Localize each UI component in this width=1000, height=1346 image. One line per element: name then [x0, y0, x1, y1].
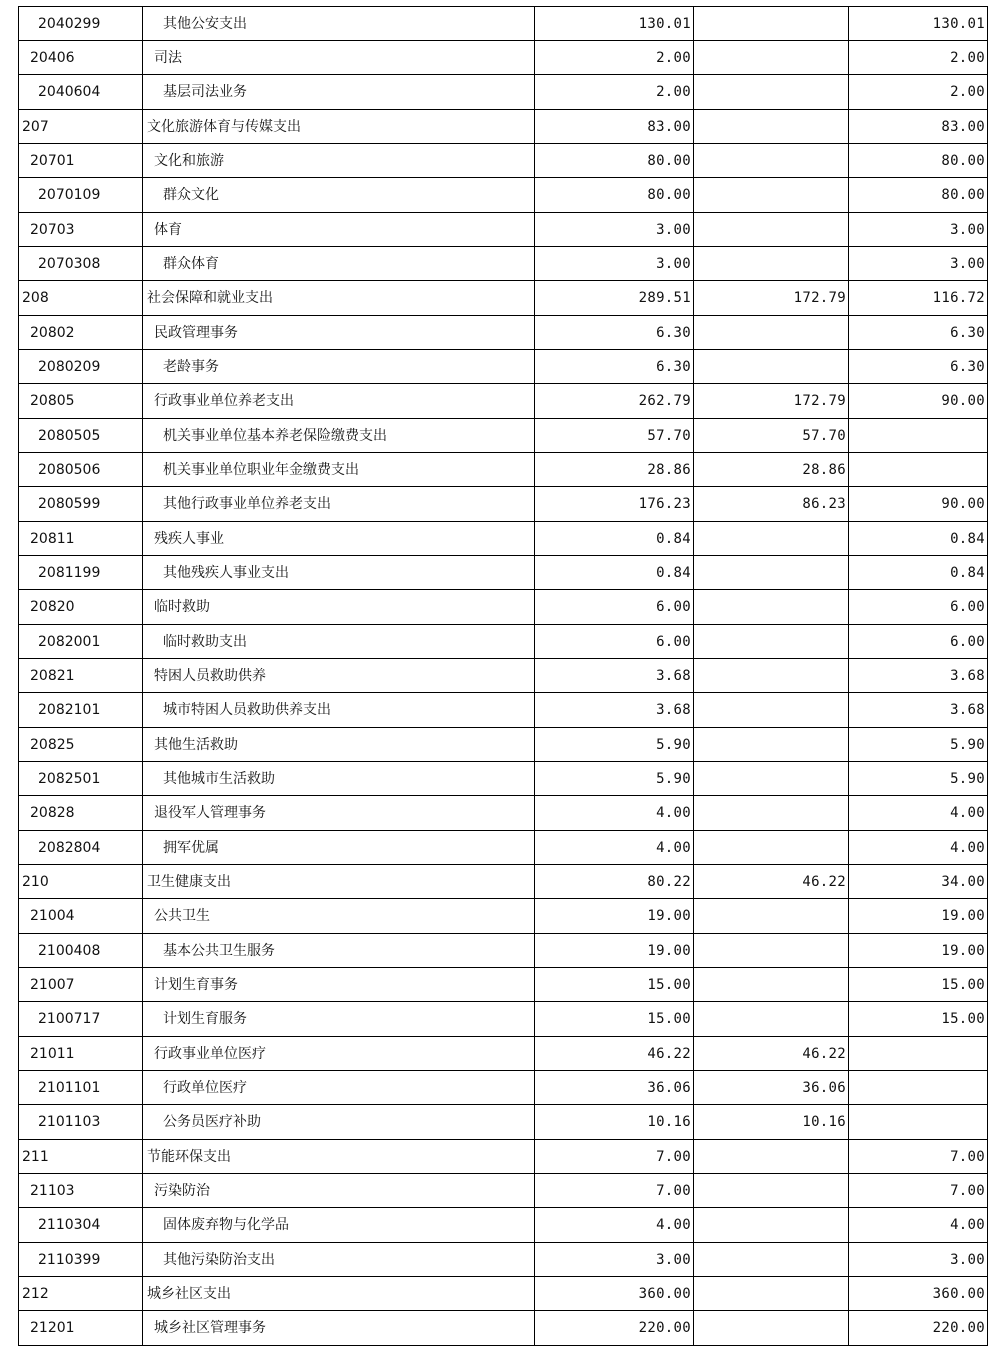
basic-expenditure-cell: 36.06 [694, 1071, 849, 1105]
total-amount-cell: 0.84 [535, 556, 694, 590]
project-expenditure-cell [849, 1037, 988, 1071]
basic-expenditure-cell [694, 968, 849, 1002]
table-row [19, 7, 988, 41]
total-amount-cell: 220.00 [535, 1311, 694, 1346]
basic-expenditure-cell [694, 1174, 849, 1208]
table-row [19, 487, 988, 522]
project-expenditure-cell: 3.00 [849, 247, 988, 281]
project-expenditure-cell: 3.68 [849, 659, 988, 693]
project-expenditure-cell: 80.00 [849, 144, 988, 178]
account-code-cell: 2110304 [19, 1208, 143, 1243]
project-expenditure-cell: 3.00 [849, 213, 988, 247]
account-name-cell: 司法 [143, 41, 535, 75]
account-code-cell: 2040299 [19, 7, 143, 41]
table-row [19, 1105, 988, 1140]
account-code-cell: 2082804 [19, 831, 143, 865]
account-code-cell: 2110399 [19, 1243, 143, 1277]
account-code-cell: 2081199 [19, 556, 143, 590]
project-expenditure-cell: 4.00 [849, 1208, 988, 1243]
project-expenditure-cell: 34.00 [849, 865, 988, 899]
table-row [19, 75, 988, 110]
account-name-cell: 机关事业单位职业年金缴费支出 [143, 453, 535, 487]
project-expenditure-cell [849, 419, 988, 453]
total-amount-cell: 5.90 [535, 728, 694, 762]
basic-expenditure-cell [694, 1208, 849, 1243]
total-amount-cell: 3.68 [535, 659, 694, 693]
project-expenditure-cell: 116.72 [849, 281, 988, 316]
project-expenditure-cell: 6.30 [849, 316, 988, 350]
total-amount-cell: 289.51 [535, 281, 694, 316]
account-name-cell: 行政单位医疗 [143, 1071, 535, 1105]
project-expenditure-cell: 5.90 [849, 762, 988, 796]
table-row [19, 247, 988, 281]
account-code-cell: 2080505 [19, 419, 143, 453]
table-row [19, 316, 988, 350]
table-row [19, 1208, 988, 1243]
basic-expenditure-cell: 172.79 [694, 281, 849, 316]
account-name-cell: 城市特困人员救助供养支出 [143, 693, 535, 728]
total-amount-cell: 3.00 [535, 213, 694, 247]
account-name-cell: 特困人员救助供养 [143, 659, 535, 693]
table-row [19, 625, 988, 659]
total-amount-cell: 57.70 [535, 419, 694, 453]
account-code-cell: 20406 [19, 41, 143, 75]
project-expenditure-cell: 90.00 [849, 487, 988, 522]
account-code-cell: 21103 [19, 1174, 143, 1208]
account-code-cell: 2100408 [19, 934, 143, 968]
total-amount-cell: 3.00 [535, 247, 694, 281]
project-expenditure-cell: 4.00 [849, 796, 988, 831]
project-expenditure-cell: 6.00 [849, 590, 988, 625]
account-code-cell: 21004 [19, 899, 143, 934]
total-amount-cell: 6.00 [535, 590, 694, 625]
account-code-cell: 2082001 [19, 625, 143, 659]
basic-expenditure-cell [694, 247, 849, 281]
total-amount-cell: 7.00 [535, 1174, 694, 1208]
account-name-cell: 其他行政事业单位养老支出 [143, 487, 535, 522]
basic-expenditure-cell [694, 728, 849, 762]
basic-expenditure-cell: 86.23 [694, 487, 849, 522]
total-amount-cell: 36.06 [535, 1071, 694, 1105]
account-name-cell: 退役军人管理事务 [143, 796, 535, 831]
table-row [19, 384, 988, 419]
account-code-cell: 2100717 [19, 1002, 143, 1037]
table-row [19, 453, 988, 487]
total-amount-cell: 28.86 [535, 453, 694, 487]
project-expenditure-cell: 83.00 [849, 110, 988, 144]
account-code-cell: 21007 [19, 968, 143, 1002]
total-amount-cell: 15.00 [535, 1002, 694, 1037]
total-amount-cell: 4.00 [535, 831, 694, 865]
table-row [19, 41, 988, 75]
account-name-cell: 城乡社区管理事务 [143, 1311, 535, 1346]
account-name-cell: 其他残疾人事业支出 [143, 556, 535, 590]
project-expenditure-cell: 0.84 [849, 556, 988, 590]
project-expenditure-cell: 2.00 [849, 41, 988, 75]
project-expenditure-cell: 2.00 [849, 75, 988, 110]
total-amount-cell: 4.00 [535, 796, 694, 831]
account-name-cell: 群众文化 [143, 178, 535, 213]
account-name-cell: 文化旅游体育与传媒支出 [143, 110, 535, 144]
table-row [19, 1277, 988, 1311]
account-name-cell: 文化和旅游 [143, 144, 535, 178]
total-amount-cell: 19.00 [535, 934, 694, 968]
total-amount-cell: 46.22 [535, 1037, 694, 1071]
account-code-cell: 2101103 [19, 1105, 143, 1140]
table-row [19, 350, 988, 384]
basic-expenditure-cell [694, 693, 849, 728]
total-amount-cell: 3.00 [535, 1243, 694, 1277]
total-amount-cell: 19.00 [535, 899, 694, 934]
account-code-cell: 2040604 [19, 75, 143, 110]
basic-expenditure-cell [694, 522, 849, 556]
account-name-cell: 计划生育事务 [143, 968, 535, 1002]
table-row [19, 865, 988, 899]
basic-expenditure-cell [694, 178, 849, 213]
account-code-cell: 207 [19, 110, 143, 144]
account-name-cell: 计划生育服务 [143, 1002, 535, 1037]
basic-expenditure-cell [694, 556, 849, 590]
total-amount-cell: 360.00 [535, 1277, 694, 1311]
basic-expenditure-cell: 46.22 [694, 1037, 849, 1071]
account-code-cell: 212 [19, 1277, 143, 1311]
basic-expenditure-cell [694, 1140, 849, 1174]
table-row [19, 1140, 988, 1174]
account-name-cell: 行政事业单位养老支出 [143, 384, 535, 419]
basic-expenditure-cell [694, 659, 849, 693]
basic-expenditure-cell [694, 213, 849, 247]
table-row [19, 796, 988, 831]
account-name-cell: 行政事业单位医疗 [143, 1037, 535, 1071]
table-row [19, 728, 988, 762]
table-row [19, 1071, 988, 1105]
project-expenditure-cell: 80.00 [849, 178, 988, 213]
account-code-cell: 20825 [19, 728, 143, 762]
account-name-cell: 临时救助 [143, 590, 535, 625]
account-name-cell: 社会保障和就业支出 [143, 281, 535, 316]
account-name-cell: 基层司法业务 [143, 75, 535, 110]
total-amount-cell: 5.90 [535, 762, 694, 796]
basic-expenditure-cell: 10.16 [694, 1105, 849, 1140]
basic-expenditure-cell [694, 41, 849, 75]
project-expenditure-cell: 4.00 [849, 831, 988, 865]
basic-expenditure-cell [694, 7, 849, 41]
basic-expenditure-cell [694, 934, 849, 968]
account-name-cell: 老龄事务 [143, 350, 535, 384]
table-row [19, 1243, 988, 1277]
account-name-cell: 污染防治 [143, 1174, 535, 1208]
account-code-cell: 2080506 [19, 453, 143, 487]
account-code-cell: 20703 [19, 213, 143, 247]
basic-expenditure-cell [694, 1002, 849, 1037]
total-amount-cell: 130.01 [535, 7, 694, 41]
account-name-cell: 基本公共卫生服务 [143, 934, 535, 968]
project-expenditure-cell: 220.00 [849, 1311, 988, 1346]
account-code-cell: 21201 [19, 1311, 143, 1346]
basic-expenditure-cell [694, 350, 849, 384]
basic-expenditure-cell: 57.70 [694, 419, 849, 453]
table-row [19, 693, 988, 728]
basic-expenditure-cell: 28.86 [694, 453, 849, 487]
table-row [19, 659, 988, 693]
basic-expenditure-cell [694, 1277, 849, 1311]
project-expenditure-cell: 19.00 [849, 934, 988, 968]
account-code-cell: 2080209 [19, 350, 143, 384]
account-code-cell: 20820 [19, 590, 143, 625]
table-row [19, 144, 988, 178]
account-name-cell: 群众体育 [143, 247, 535, 281]
table-row [19, 213, 988, 247]
table-row [19, 762, 988, 796]
account-name-cell: 公务员医疗补助 [143, 1105, 535, 1140]
project-expenditure-cell: 6.30 [849, 350, 988, 384]
basic-expenditure-cell [694, 625, 849, 659]
project-expenditure-cell: 0.84 [849, 522, 988, 556]
project-expenditure-cell [849, 1105, 988, 1140]
basic-expenditure-cell [694, 110, 849, 144]
total-amount-cell: 15.00 [535, 968, 694, 1002]
project-expenditure-cell: 5.90 [849, 728, 988, 762]
account-name-cell: 公共卫生 [143, 899, 535, 934]
account-code-cell: 211 [19, 1140, 143, 1174]
project-expenditure-cell: 90.00 [849, 384, 988, 419]
account-code-cell: 20811 [19, 522, 143, 556]
table-row [19, 968, 988, 1002]
project-expenditure-cell: 360.00 [849, 1277, 988, 1311]
account-name-cell: 其他污染防治支出 [143, 1243, 535, 1277]
project-expenditure-cell: 7.00 [849, 1174, 988, 1208]
basic-expenditure-cell [694, 590, 849, 625]
basic-expenditure-cell [694, 1243, 849, 1277]
account-code-cell: 2082101 [19, 693, 143, 728]
total-amount-cell: 4.00 [535, 1208, 694, 1243]
account-code-cell: 2080599 [19, 487, 143, 522]
account-name-cell: 城乡社区支出 [143, 1277, 535, 1311]
account-name-cell: 机关事业单位基本养老保险缴费支出 [143, 419, 535, 453]
table-row [19, 522, 988, 556]
table-row [19, 110, 988, 144]
table-row [19, 1037, 988, 1071]
basic-expenditure-cell [694, 75, 849, 110]
basic-expenditure-cell [694, 1311, 849, 1346]
basic-expenditure-cell [694, 316, 849, 350]
table-row [19, 419, 988, 453]
account-code-cell: 208 [19, 281, 143, 316]
table-row [19, 1174, 988, 1208]
account-name-cell: 其他生活救助 [143, 728, 535, 762]
account-name-cell: 体育 [143, 213, 535, 247]
basic-expenditure-cell [694, 899, 849, 934]
project-expenditure-cell: 15.00 [849, 1002, 988, 1037]
account-code-cell: 20828 [19, 796, 143, 831]
account-code-cell: 20821 [19, 659, 143, 693]
basic-expenditure-cell: 172.79 [694, 384, 849, 419]
project-expenditure-cell: 15.00 [849, 968, 988, 1002]
total-amount-cell: 80.00 [535, 178, 694, 213]
table-row [19, 281, 988, 316]
account-code-cell: 2070109 [19, 178, 143, 213]
total-amount-cell: 6.00 [535, 625, 694, 659]
total-amount-cell: 80.22 [535, 865, 694, 899]
account-code-cell: 20701 [19, 144, 143, 178]
project-expenditure-cell: 130.01 [849, 7, 988, 41]
account-code-cell: 2082501 [19, 762, 143, 796]
project-expenditure-cell: 6.00 [849, 625, 988, 659]
budget-table-body [19, 7, 988, 1346]
total-amount-cell: 2.00 [535, 41, 694, 75]
account-name-cell: 拥军优属 [143, 831, 535, 865]
account-name-cell: 临时救助支出 [143, 625, 535, 659]
account-name-cell: 固体废弃物与化学品 [143, 1208, 535, 1243]
project-expenditure-cell: 19.00 [849, 899, 988, 934]
project-expenditure-cell: 3.68 [849, 693, 988, 728]
account-name-cell: 民政管理事务 [143, 316, 535, 350]
total-amount-cell: 2.00 [535, 75, 694, 110]
basic-expenditure-cell [694, 762, 849, 796]
basic-expenditure-cell [694, 144, 849, 178]
account-code-cell: 210 [19, 865, 143, 899]
account-name-cell: 节能环保支出 [143, 1140, 535, 1174]
account-name-cell: 其他城市生活救助 [143, 762, 535, 796]
table-row [19, 178, 988, 213]
total-amount-cell: 262.79 [535, 384, 694, 419]
total-amount-cell: 6.30 [535, 316, 694, 350]
total-amount-cell: 3.68 [535, 693, 694, 728]
account-name-cell: 残疾人事业 [143, 522, 535, 556]
table-row [19, 590, 988, 625]
account-code-cell: 20802 [19, 316, 143, 350]
account-code-cell: 21011 [19, 1037, 143, 1071]
project-expenditure-cell: 3.00 [849, 1243, 988, 1277]
total-amount-cell: 7.00 [535, 1140, 694, 1174]
basic-expenditure-cell [694, 796, 849, 831]
basic-expenditure-cell: 46.22 [694, 865, 849, 899]
project-expenditure-cell [849, 453, 988, 487]
budget-table [18, 6, 988, 1346]
total-amount-cell: 0.84 [535, 522, 694, 556]
total-amount-cell: 10.16 [535, 1105, 694, 1140]
account-code-cell: 2070308 [19, 247, 143, 281]
account-code-cell: 20805 [19, 384, 143, 419]
table-row [19, 556, 988, 590]
total-amount-cell: 80.00 [535, 144, 694, 178]
project-expenditure-cell: 7.00 [849, 1140, 988, 1174]
table-row [19, 1002, 988, 1037]
table-row [19, 831, 988, 865]
table-row [19, 899, 988, 934]
project-expenditure-cell [849, 1071, 988, 1105]
account-name-cell: 其他公安支出 [143, 7, 535, 41]
total-amount-cell: 6.30 [535, 350, 694, 384]
total-amount-cell: 176.23 [535, 487, 694, 522]
total-amount-cell: 83.00 [535, 110, 694, 144]
account-name-cell: 卫生健康支出 [143, 865, 535, 899]
table-row [19, 1311, 988, 1346]
account-code-cell: 2101101 [19, 1071, 143, 1105]
table-row [19, 934, 988, 968]
basic-expenditure-cell [694, 831, 849, 865]
